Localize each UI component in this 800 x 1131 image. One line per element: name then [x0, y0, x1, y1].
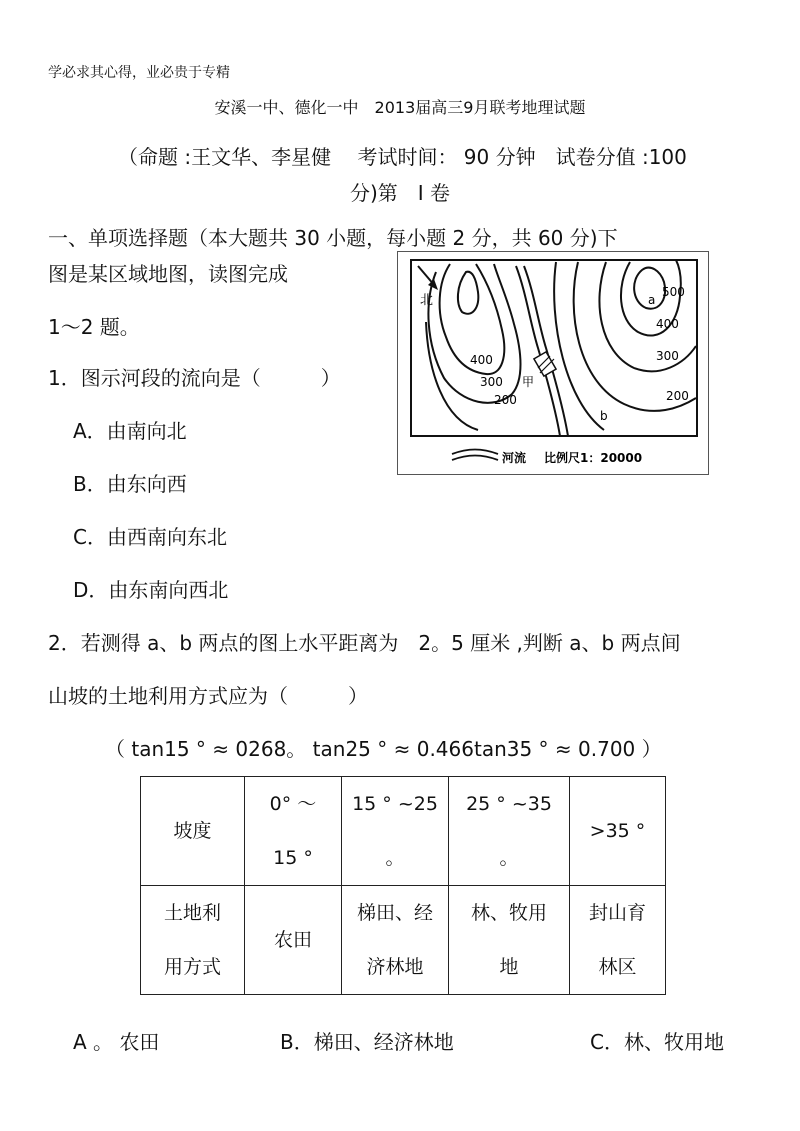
table-cell: 封山育 林区 [570, 886, 666, 995]
question2-formula: （ tan15 ° ≈ 0268。 tan25 ° ≈ 0.466tan35 ° ≈ 0.700 ） [105, 737, 662, 761]
contour-line [426, 322, 478, 430]
question1-option-d: D．由东南向西北 [73, 578, 229, 602]
table-cell: 25 ° ~35 。 [449, 777, 570, 886]
table-row [141, 886, 666, 995]
question1-option-a: A．由南向北 [73, 419, 187, 443]
table-cell: 坡度 [141, 777, 245, 886]
contour-line [458, 272, 478, 314]
place-jia-label: 甲 [522, 375, 535, 389]
question2-stem-line1: 2．若测得 a、b 两点的图上水平距离为 2。5 厘米 ,判断 a、b 两点间 [48, 631, 681, 655]
slope-landuse-table [140, 776, 666, 995]
legend-river-label: 河流 [502, 451, 527, 465]
legend-scale-label: 比例尺1：20000 [544, 451, 643, 465]
table-cell: 林、牧用 地 [449, 886, 570, 995]
question2-answer-a: A 。 农田 [73, 1030, 160, 1054]
question1-option-c: C．由西南向东北 [73, 525, 227, 549]
question2-answer-c: C．林、牧用地 [590, 1030, 724, 1054]
question2-stem-line2: 山坡的土地利用方式应为（ ） [48, 684, 368, 708]
question2-answer-b: B．梯田、经济林地 [280, 1030, 454, 1054]
section-intro-line1: 图是某区域地图，读图完成 [48, 262, 288, 286]
contour-label: 300 [656, 349, 679, 363]
header-motto: 学必求其心得，业必贵于专精 [48, 65, 230, 81]
table-cell: 梯田、经 济林地 [342, 886, 449, 995]
question1-stem: 1．图示河段的流向是（ ） [48, 366, 341, 390]
table-cell: >35 ° [570, 777, 666, 886]
section-heading: 一、单项选择题（本大题共 30 小题，每小题 2 分，共 60 分)下 [48, 226, 618, 250]
contour-map [397, 251, 709, 475]
question1-option-b: B．由东向西 [73, 472, 187, 496]
contour-label: 200 [494, 393, 517, 407]
table-cell: 土地利 用方式 [141, 886, 245, 995]
table-cell: 15 ° ~25 。 [342, 777, 449, 886]
contour-label: 200 [666, 389, 689, 403]
table-cell: 0° ～ 15 ° [245, 777, 342, 886]
contour-label: 300 [480, 375, 503, 389]
table-row [141, 777, 666, 886]
table-cell: 农田 [245, 886, 342, 995]
north-arrow-icon [418, 266, 438, 290]
exam-meta-line1: （命题 :王文华、李星健 考试时间： 90 分钟 试卷分值 :100 [118, 145, 687, 169]
exam-meta-line2: 分)第 Ⅰ 卷 [349, 181, 451, 205]
legend-river-icon [452, 450, 498, 455]
point-a-label: a [648, 293, 656, 307]
contour-label: 400 [470, 353, 493, 367]
point-b-label: b [600, 409, 608, 423]
exam-title: 安溪一中、德化一中 2013届高三9月联考地理试题 [214, 98, 586, 117]
section-intro-line2: 1～2 题。 [48, 315, 140, 339]
contour-label: 500 [662, 285, 685, 299]
contour-label: 400 [656, 317, 679, 331]
north-label: 北 [420, 293, 434, 308]
